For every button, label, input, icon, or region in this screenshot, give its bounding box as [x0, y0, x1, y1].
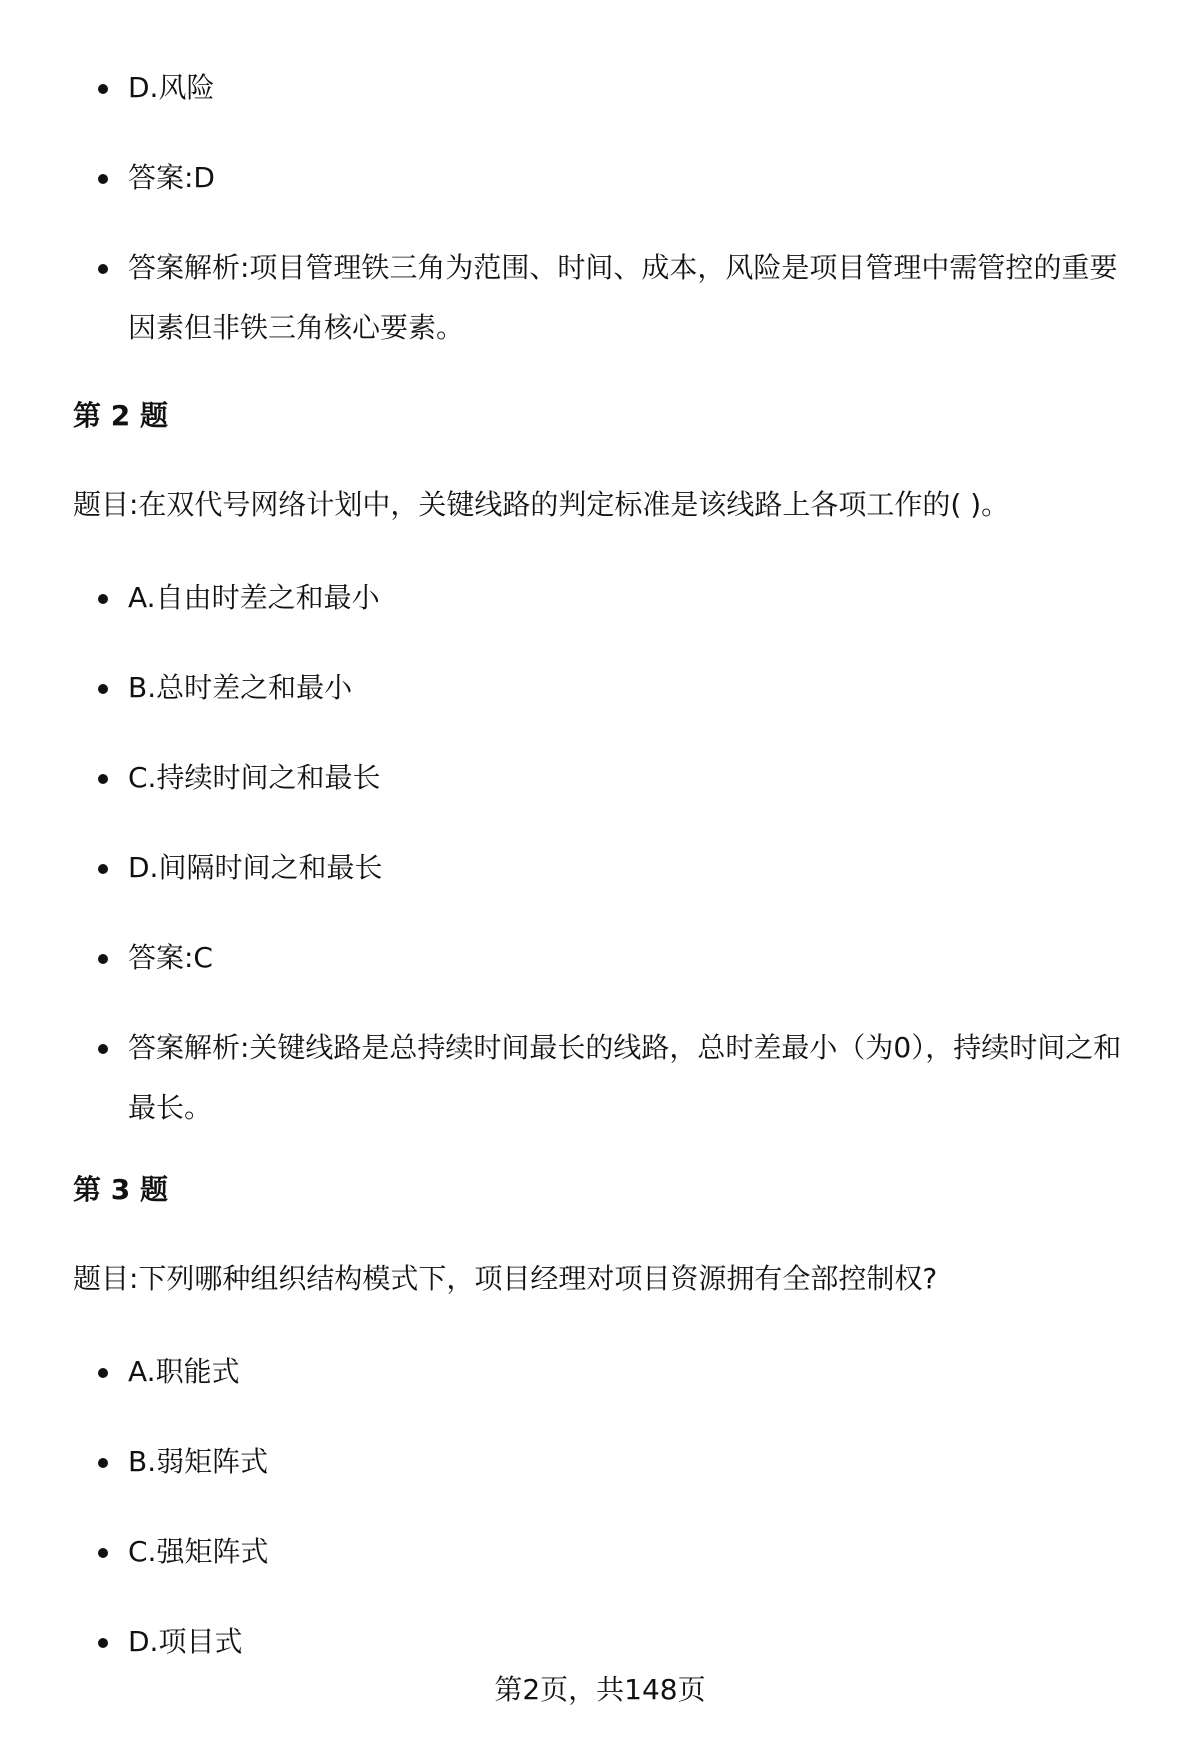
q2-option-a-text: A.自由时差之和最小 — [128, 581, 380, 614]
q2-option-b-text: B.总时差之和最小 — [128, 671, 353, 704]
q1-explanation-text: 答案解析:项目管理铁三角为范围、时间、成本，风险是项目管理中需管控的重要因素但非铁三角核心要素。 — [128, 251, 1118, 344]
bullet-dot-icon — [98, 774, 108, 784]
q2-options-list — [0, 568, 1200, 1168]
q2-answer-text: 答案:C — [128, 941, 213, 974]
bullet-dot-icon — [98, 1368, 108, 1378]
bullet-dot-icon — [98, 1044, 108, 1054]
q1-explanation — [0, 238, 1200, 358]
q1-option-d — [0, 58, 1200, 118]
bullet-dot-icon — [98, 1458, 108, 1468]
q1-answer — [0, 148, 1200, 208]
q3-option-b-text: B.弱矩阵式 — [128, 1445, 269, 1478]
bullet-dot-icon — [98, 864, 108, 874]
bullet-dot-icon — [98, 684, 108, 694]
q3-option-c-text: C.强矩阵式 — [128, 1535, 269, 1568]
q2-option-c — [0, 748, 1200, 808]
bullet-dot-icon — [98, 174, 108, 184]
q2-option-d — [0, 838, 1200, 898]
q3-option-a-text: A.职能式 — [128, 1355, 240, 1388]
q3-option-c — [0, 1522, 1200, 1582]
q3-option-b — [0, 1432, 1200, 1492]
q3-option-d-text: D.项目式 — [128, 1625, 243, 1658]
q3-options-list — [0, 1342, 1200, 1702]
q2-heading: 第 2 题 — [73, 399, 168, 432]
bullet-dot-icon — [98, 1548, 108, 1558]
q1-option-d-text: D.风险 — [128, 71, 215, 104]
q2-option-b — [0, 658, 1200, 718]
q3-option-d — [0, 1612, 1200, 1672]
q3-heading: 第 3 题 — [73, 1173, 168, 1206]
q2-explanation-text: 答案解析:关键线路是总持续时间最长的线路，总时差最小（为0），持续时间之和最长。 — [128, 1031, 1122, 1124]
q2-option-d-text: D.间隔时间之和最长 — [128, 851, 383, 884]
q2-option-c-text: C.持续时间之和最长 — [128, 761, 381, 794]
bullet-dot-icon — [98, 84, 108, 94]
q3-question: 题目:下列哪种组织结构模式下，项目经理对项目资源拥有全部控制权? — [73, 1262, 938, 1295]
q2-question: 题目:在双代号网络计划中，关键线路的判定标准是该线路上各项工作的( )。 — [73, 488, 1010, 521]
q2-answer — [0, 928, 1200, 988]
bullet-dot-icon — [98, 264, 108, 274]
q2-explanation — [0, 1018, 1200, 1138]
bullet-dot-icon — [98, 1638, 108, 1648]
bullet-dot-icon — [98, 954, 108, 964]
q1-answer-text: 答案:D — [128, 161, 215, 194]
q2-option-a — [0, 568, 1200, 628]
q3-option-a — [0, 1342, 1200, 1402]
page-number-footer: 第2页，共148页 — [494, 1673, 706, 1706]
q1-tail-list — [0, 58, 1200, 388]
bullet-dot-icon — [98, 594, 108, 604]
